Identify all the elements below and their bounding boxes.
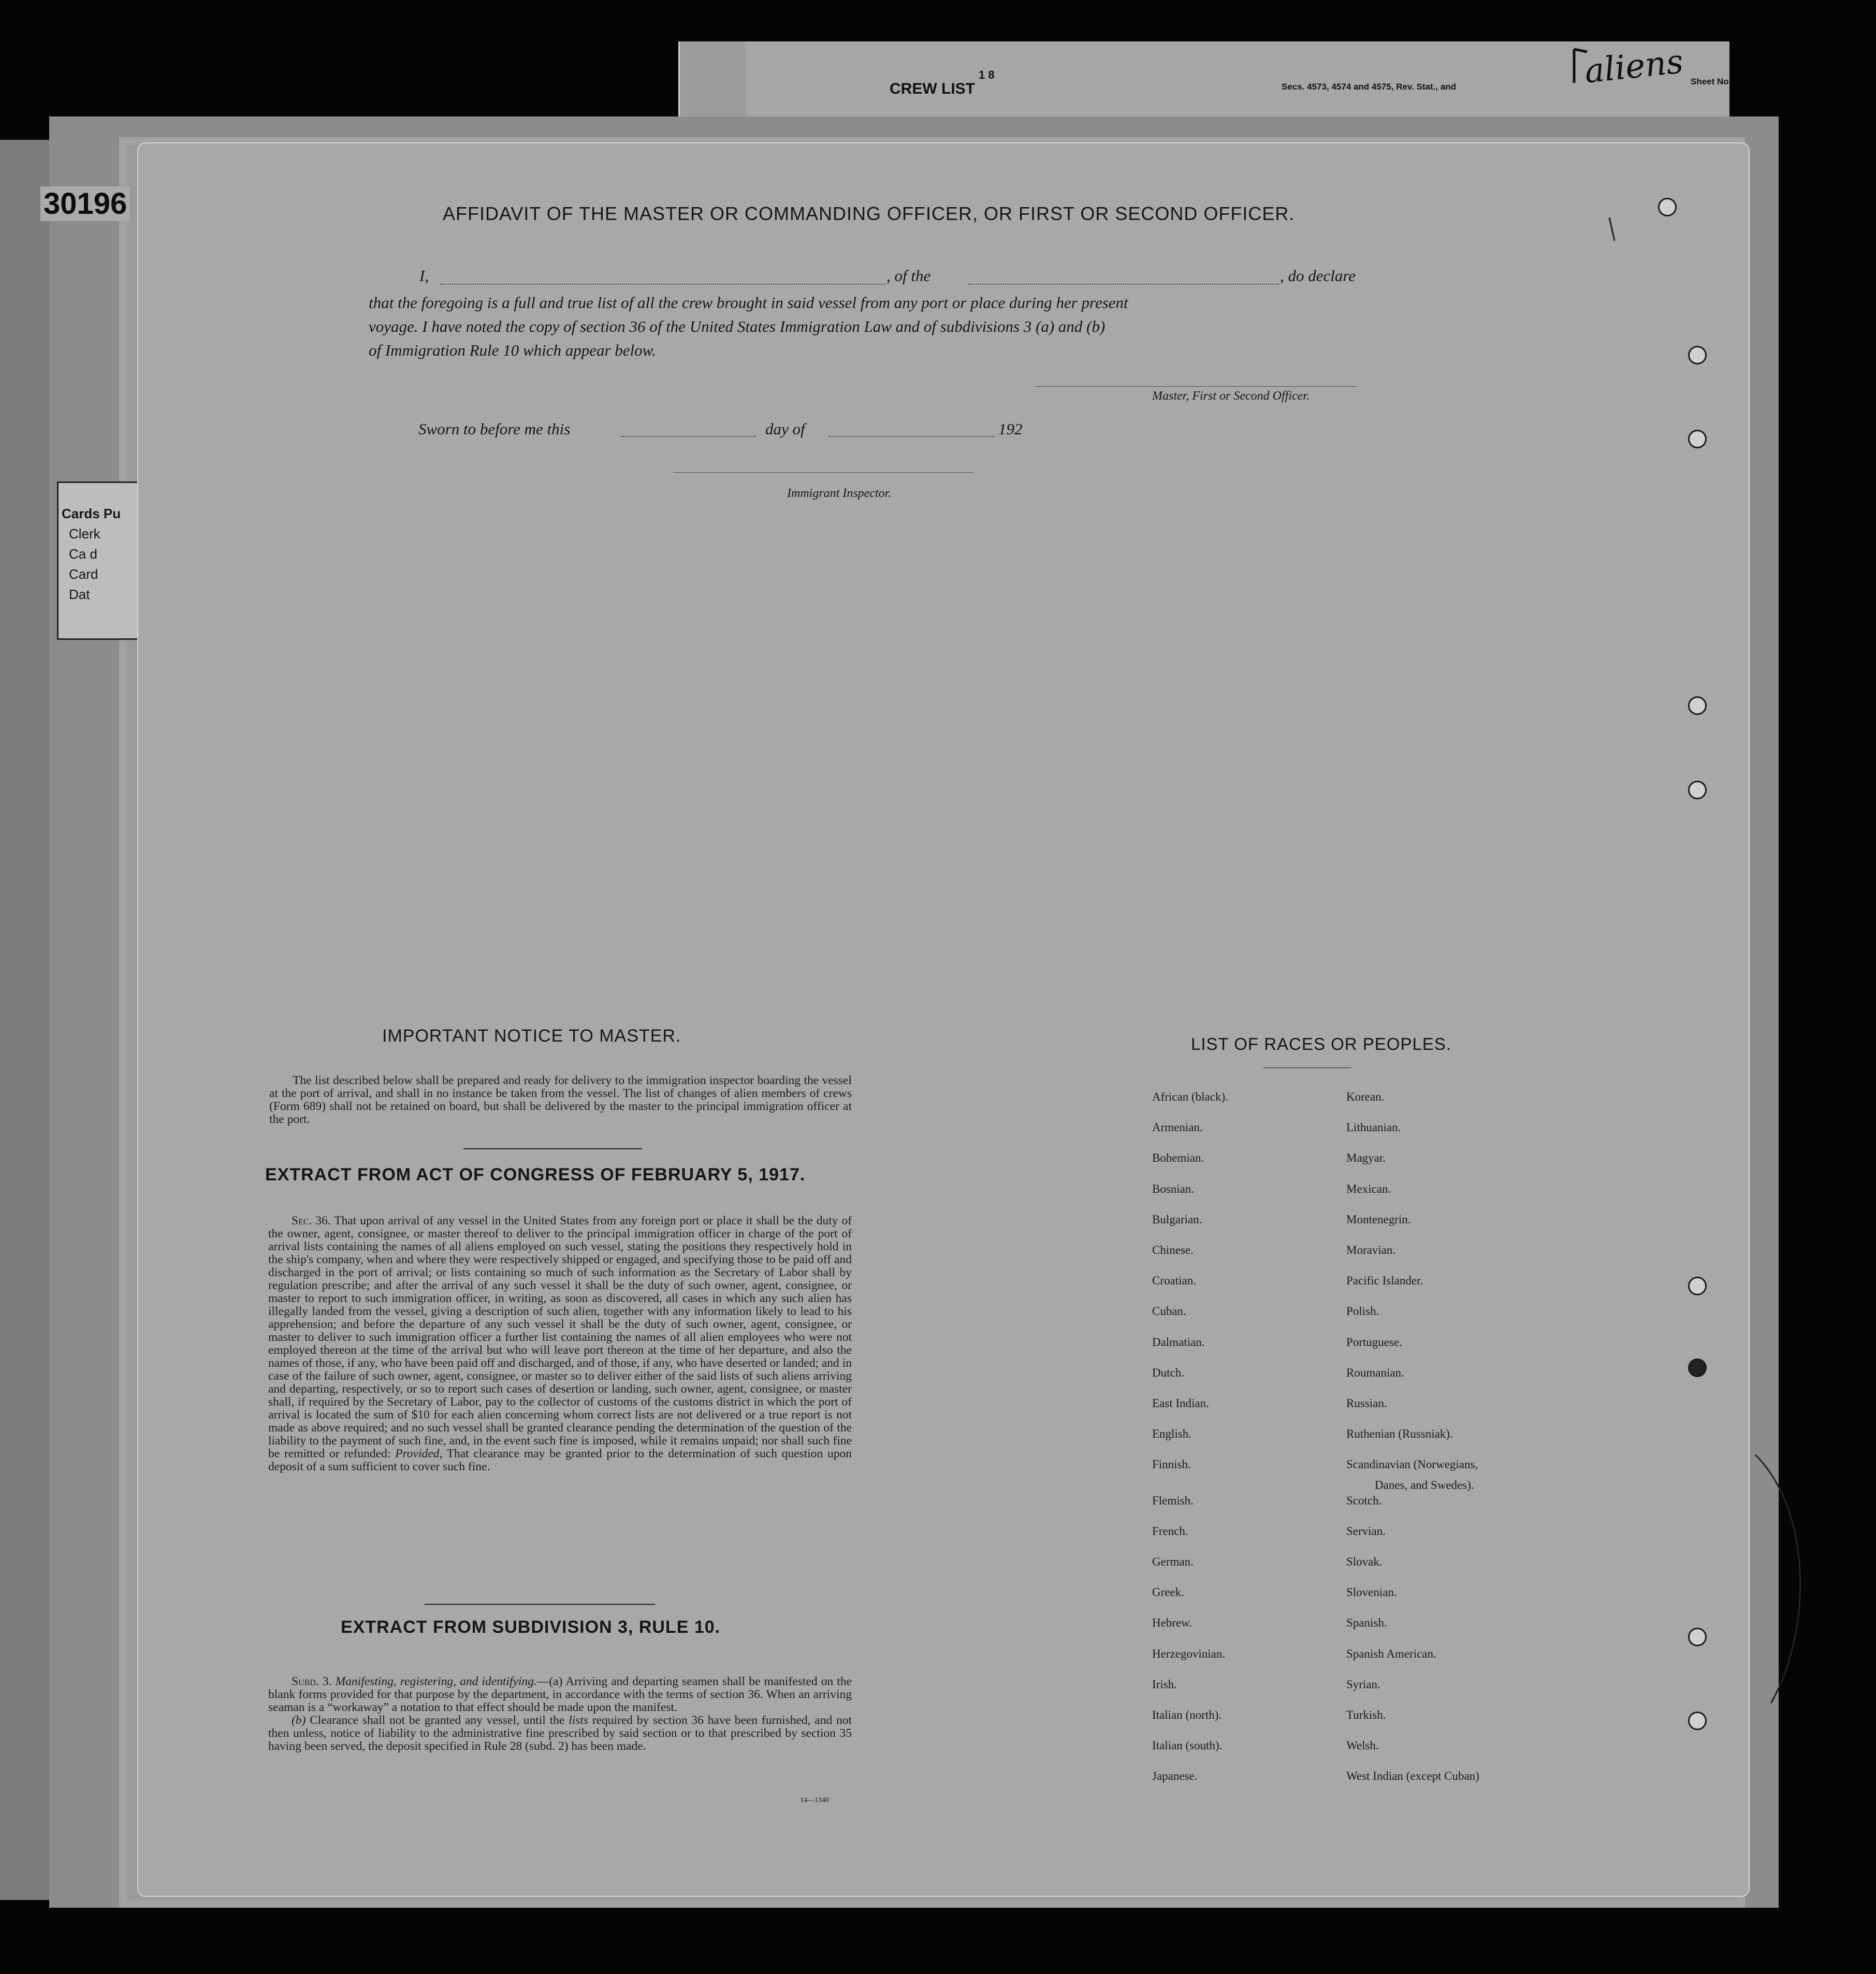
races-title: LIST OF RACES OR PEOPLES. xyxy=(1191,1034,1452,1054)
crew-list-title: CREW LIST xyxy=(890,80,975,97)
race-item: Servian. xyxy=(1346,1524,1386,1538)
punch-hole xyxy=(1688,1628,1707,1646)
paragraph-a-label: —(a) xyxy=(536,1675,563,1688)
race-item: East Indian. xyxy=(1152,1397,1209,1410)
race-item: Italian (north). xyxy=(1152,1708,1222,1721)
day-of-label: day of xyxy=(765,420,805,438)
race-item: Slovak. xyxy=(1346,1555,1383,1568)
inspector-caption: Immigrant Inspector. xyxy=(787,487,892,500)
punch-hole xyxy=(1688,1277,1707,1295)
punch-hole xyxy=(1688,1712,1707,1730)
section-label: Sec. 36. xyxy=(292,1214,331,1227)
race-item: Montenegrin. xyxy=(1346,1212,1411,1226)
card-line: Clerk xyxy=(69,526,100,542)
race-item: Cuban. xyxy=(1152,1305,1186,1318)
extract-act-title: EXTRACT FROM ACT OF CONGRESS OF FEBRUARY 5, 1917. xyxy=(265,1165,806,1185)
year-label: 192 xyxy=(998,420,1023,438)
card-line: Card xyxy=(69,566,98,582)
paragraph-a-text: Arriving and departing seamen shall be manifested on the blank forms provided for that purpose by the department, in accordance with the terms of section 36. When an arriving seaman is a “workaway” a notation to that effect should be made upon the manifest. xyxy=(268,1675,852,1714)
form-number: 14—1340 xyxy=(800,1796,829,1804)
race-item: English. xyxy=(1152,1427,1192,1441)
extract-rule-text xyxy=(268,1675,852,1753)
side-stamp-number: 30196 xyxy=(40,186,130,221)
section-divider xyxy=(425,1604,655,1605)
race-item: Spanish. xyxy=(1346,1616,1387,1630)
race-item: French. xyxy=(1152,1524,1188,1538)
race-item: Bulgarian. xyxy=(1152,1212,1202,1226)
punch-hole xyxy=(1688,430,1707,448)
handwritten-aliens-note: aliens xyxy=(1582,42,1685,91)
master-signature-line[interactable] xyxy=(1036,386,1357,387)
subdivision-label: Subd. 3. xyxy=(292,1675,332,1688)
race-item: Portuguese. xyxy=(1346,1335,1402,1349)
race-item: Welsh. xyxy=(1346,1739,1379,1752)
master-signature-caption: Master, First or Second Officer. xyxy=(1152,389,1310,403)
sheet-number-label: Sheet No. xyxy=(1691,77,1732,86)
card-line: Ca d xyxy=(69,546,97,562)
affidavit-line: voyage. I have noted the copy of section 36 of the United States Immigration Law and of subdivisions 3 (a) and (b) xyxy=(369,317,1106,335)
race-item: Magyar. xyxy=(1346,1151,1386,1165)
paragraph-a xyxy=(268,1675,852,1714)
affidavit-i-label: I, xyxy=(419,267,429,285)
race-item: Roumanian. xyxy=(1346,1366,1404,1379)
race-item: Ruthenian (Russniak). xyxy=(1346,1427,1453,1441)
race-item: Slovenian. xyxy=(1346,1586,1397,1599)
affidavit-line: that the foregoing is a full and true list of all the crew brought in said vessel from any port or place during her present xyxy=(369,294,1128,312)
pencil-arc-mark xyxy=(1750,1450,1828,1708)
notice-text: The list described below shall be prepared and ready for delivery to the immigration inspector boarding the vessel at the port of arrival, and shall in no instance be taken from the vessel. The list of changes of alien members of crews (Form 689) shall not be retained on board, but shall be delivered by the master to the principal immigration officer at the port. xyxy=(269,1074,852,1126)
race-item: Turkish. xyxy=(1346,1708,1386,1721)
vessel-name-field[interactable] xyxy=(968,284,1279,285)
handwritten-mark xyxy=(1559,47,1590,88)
race-item: Scotch. xyxy=(1346,1494,1382,1507)
affidavit-line: of Immigration Rule 10 which appear below. xyxy=(369,341,656,359)
race-item: Dalmatian. xyxy=(1152,1335,1205,1349)
section-divider xyxy=(463,1148,642,1149)
race-item: Bosnian. xyxy=(1152,1182,1195,1195)
sworn-day-field[interactable] xyxy=(621,436,756,437)
lists-emphasis: lists xyxy=(569,1714,588,1727)
affidavit-title: AFFIDAVIT OF THE MASTER OR COMMANDING OFFICER, OR FIRST OR SECOND OFFICER. xyxy=(443,203,1295,224)
race-item: Syrian. xyxy=(1346,1677,1380,1691)
sworn-month-field[interactable] xyxy=(828,436,994,437)
race-item: Armenian. xyxy=(1152,1121,1203,1134)
race-item: Russian. xyxy=(1346,1397,1387,1410)
race-item: Moravian. xyxy=(1346,1244,1396,1256)
master-name-field[interactable] xyxy=(440,284,885,285)
race-item: Dutch. xyxy=(1152,1366,1184,1379)
race-item: Finnish. xyxy=(1152,1458,1191,1471)
extract-rule-title: EXTRACT FROM SUBDIVISION 3, RULE 10. xyxy=(341,1617,721,1637)
statute-reference: Secs. 4573, 4574 and 4575, Rev. Stat., and xyxy=(1282,82,1457,92)
race-item: Flemish. xyxy=(1152,1494,1194,1507)
sworn-label: Sworn to before me this xyxy=(418,420,571,438)
paragraph-b-label: (b) xyxy=(292,1714,306,1727)
race-item: Greek. xyxy=(1152,1586,1184,1599)
punch-hole xyxy=(1658,198,1677,216)
race-item: Irish. xyxy=(1152,1677,1177,1691)
race-item: Spanish American. xyxy=(1346,1647,1436,1660)
pencil-tick-mark xyxy=(1605,215,1621,246)
race-item: African (black). xyxy=(1152,1090,1228,1103)
do-declare-label: , do declare xyxy=(1280,267,1356,285)
race-item-continued: Danes, and Swedes). xyxy=(1375,1479,1474,1492)
paragraph-b xyxy=(268,1714,852,1753)
race-item: Korean. xyxy=(1346,1090,1385,1103)
side-card-stamp xyxy=(57,481,143,640)
race-item: Pacific Islander. xyxy=(1346,1274,1423,1288)
race-item: Herzegovinian. xyxy=(1152,1647,1226,1660)
race-item: West Indian (except Cuban) xyxy=(1346,1770,1479,1783)
subdivision-heading: Manifesting, registering, and identifying. xyxy=(335,1675,537,1688)
section-body-end: That clearance may be granted prior to the determination of such question upon deposit of a sum sufficient to cover such fine. xyxy=(268,1447,852,1473)
race-item: Italian (south). xyxy=(1152,1739,1223,1752)
inspector-signature-line[interactable] xyxy=(673,472,973,473)
provided-label: Provided, xyxy=(395,1447,443,1460)
punch-hole xyxy=(1688,781,1707,799)
race-item: Lithuanian. xyxy=(1346,1121,1401,1134)
notice-title: IMPORTANT NOTICE TO MASTER. xyxy=(382,1026,681,1046)
race-item: Polish. xyxy=(1346,1305,1379,1318)
card-line: Dat xyxy=(69,587,90,602)
of-the-label: , of the xyxy=(886,267,931,285)
punch-hole xyxy=(1688,346,1707,364)
paragraph-b-text-end: required by section 36 have been furnished, and not then unless, notice of liability to the administrative fine prescribed by said section or to that prescribed by section 35 having been served, the deposit specified in Rule 28 (subd. 2) has been made. xyxy=(268,1714,852,1753)
section-body: That upon arrival of any vessel in the United States from any foreign port or place it shall be the duty of the owner, agent, consignee, or master thereof to deliver to the principal immigration officer in charge of the port of arrival lists containing the names of all aliens employed on such vessel, stating the positions they respectively hold in the ship's company, when and where they were respectively shipped or engaged, and specifying those to be paid off and discharged in the port of arrival; or lists containing so much of such information as the Secretary of Labor shall by regulation prescribe; and after the arrival of any such vessel it shall be the duty of such owner, agent, consignee, or master to report to such immigration officer, in writing, as soon as discovered, all cases in which any such alien has illegally landed from the vessel, giving a description of such alien, together with any information likely to lead to his apprehension; and before the departure of any such vessel it shall be the duty of such owner, agent, consignee, or master to deliver to such immigration officer a further list containing the names of all alien employees who were not employed thereon at the time of the arrival but who will leave port thereon at the time of her departure, and also the names of those, if any, who have been paid off and discharged, and of those, if any, who have deserted or landed; and in case of the failure of such owner, agent, consignee, or master so to deliver either of the said lists of such aliens arriving and departing, respectively, or so to report such cases of desertion or landing, such owner, agent, consignee, or master shall, if required by the Secretary of Labor, pay to the collector of customs of the customs district in which the port of arrival is located the sum of $10 for each alien concerning whom correct lists are not delivered or a true report is not made as above required; and no such vessel shall be granted clearance pending the determination of the question of the liability to the payment of such fine, and, in the event such fine is imposed, while it remains unpaid; nor shall such fine be remitted or refunded: xyxy=(268,1214,852,1460)
punch-hole xyxy=(1688,696,1707,715)
race-item: Scandinavian (Norwegians, xyxy=(1346,1458,1478,1471)
race-item: Bohemian. xyxy=(1152,1151,1204,1165)
race-item: German. xyxy=(1152,1555,1194,1568)
tab-fragment: 1 8 xyxy=(979,68,995,81)
race-item: Mexican. xyxy=(1346,1182,1391,1195)
race-item: Hebrew. xyxy=(1152,1616,1193,1630)
race-item: Chinese. xyxy=(1152,1244,1194,1256)
punch-hole xyxy=(1688,1358,1707,1377)
card-line: Cards Pu xyxy=(62,506,121,521)
race-item: Croatian. xyxy=(1152,1274,1196,1288)
race-item: Japanese. xyxy=(1152,1770,1198,1783)
extract-act-text xyxy=(268,1215,852,1473)
paragraph-b-text: Clearance shall not be granted any vessel, until the xyxy=(310,1714,565,1727)
